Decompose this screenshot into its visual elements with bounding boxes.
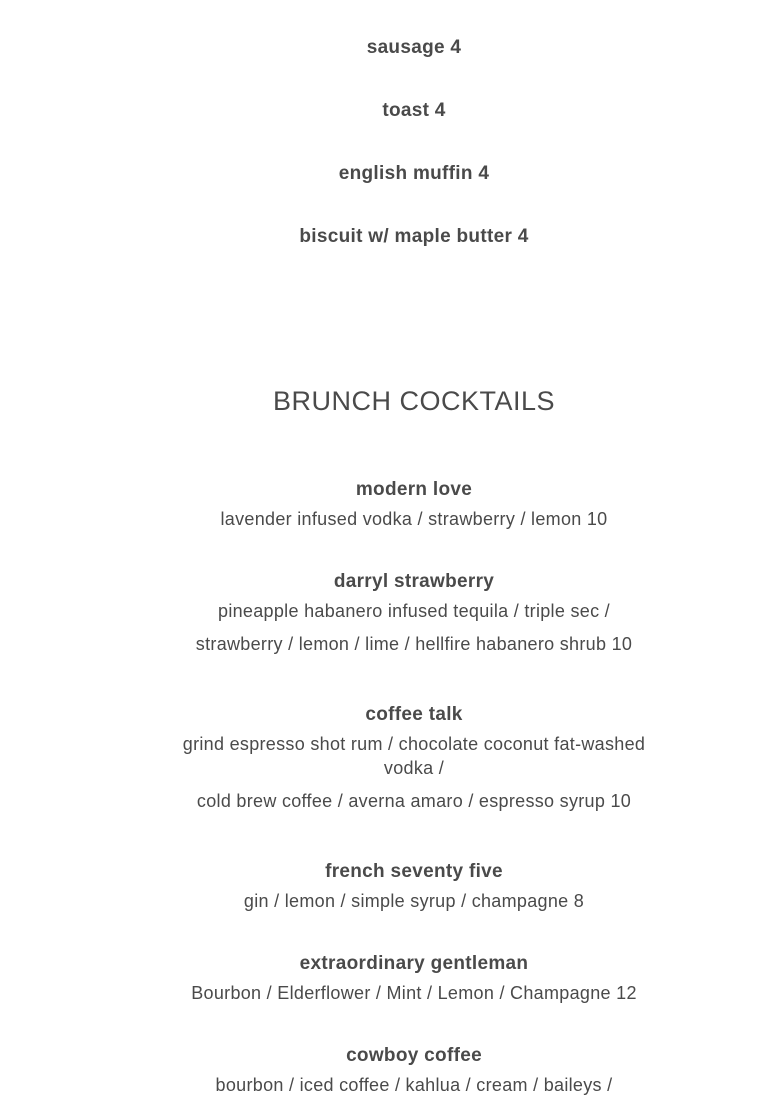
cocktail-description: gin / lemon / simple syrup / champagne 8 <box>243 891 585 911</box>
cocktail-description: Bourbon / Elderflower / Mint / Lemon / Champagne 12 <box>191 983 637 1003</box>
side-item-biscuit: biscuit w/ maple butter 4 <box>299 226 529 247</box>
cocktail-name-coffee-talk: coffee talk <box>365 704 463 725</box>
cocktail-description: lavender infused vodka / strawberry / lemon 10 <box>220 509 608 529</box>
section-title-brunch-cocktails: BRUNCH COCKTAILS <box>272 386 556 416</box>
cocktail-name-modern-love: modern love <box>355 479 473 500</box>
cocktail-name-french-seventy-five: french seventy five <box>325 861 503 882</box>
cocktail-description: strawberry / lemon / lime / hellfire habanero shrub 10 <box>195 634 633 654</box>
cocktail-description: bourbon / iced coffee / kahlua / cream / baileys / <box>215 1075 613 1095</box>
side-item-english-muffin: english muffin 4 <box>338 163 490 184</box>
side-item-toast: toast 4 <box>382 100 446 121</box>
cocktail-name-extraordinary-gentleman: extraordinary gentleman <box>299 953 529 974</box>
cocktail-name-cowboy-coffee: cowboy coffee <box>346 1045 482 1066</box>
cocktail-description: cold brew coffee / averna amaro / espresso syrup 10 <box>196 791 632 811</box>
cocktail-description: pineapple habanero infused tequila / triple sec / <box>218 601 610 621</box>
cocktail-description: grind espresso shot rum / chocolate coconut fat-washed vodka / <box>182 734 646 778</box>
cocktail-name-darryl-strawberry: darryl strawberry <box>333 571 495 592</box>
side-item-sausage: sausage 4 <box>366 37 462 58</box>
